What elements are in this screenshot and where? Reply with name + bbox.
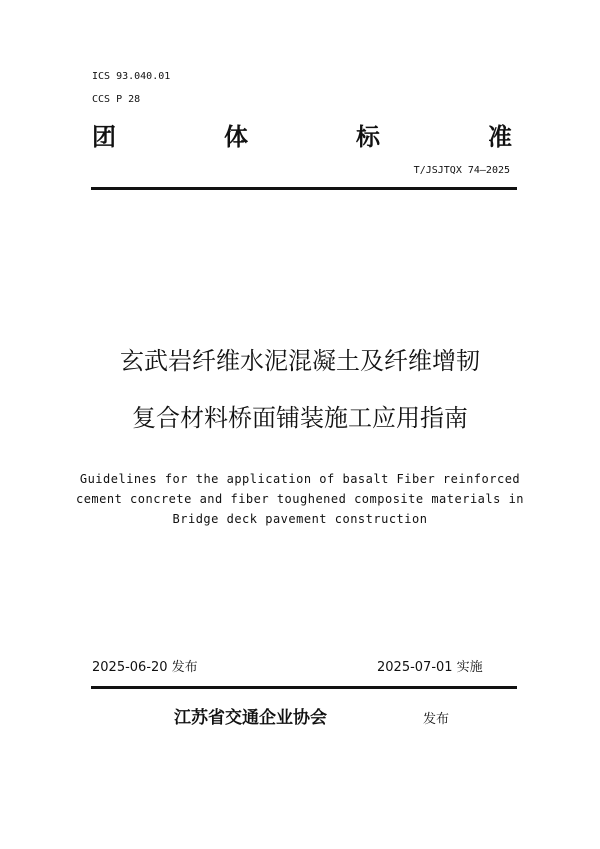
- ics-code: ICS 93.040.01: [92, 71, 171, 82]
- implement-date: 2025-07-01 实施: [377, 660, 483, 675]
- standard-type-char: 准: [488, 123, 512, 151]
- publisher-action: 发布: [423, 712, 450, 727]
- title-en-line2: cement concrete and fiber toughened composite materials in: [75, 492, 525, 506]
- standard-code: T/JSJTQX 74—2025: [413, 165, 510, 176]
- standard-type-char: 团: [92, 123, 116, 151]
- publisher-name: 江苏省交通企业协会: [174, 708, 327, 728]
- title-cn-line2: 复合材料桥面铺装施工应用指南: [132, 404, 468, 432]
- title-en-line3: Bridge deck pavement construction: [172, 512, 428, 526]
- ccs-code: CCS P 28: [92, 94, 141, 105]
- issue-date: 2025-06-20 发布: [92, 660, 198, 675]
- standard-type: [92, 117, 512, 152]
- top-divider: [91, 187, 517, 190]
- title-cn-line1: 玄武岩纤维水泥混凝土及纤维增韧: [120, 347, 480, 375]
- bottom-divider: [91, 686, 517, 689]
- standard-type-char: 体: [224, 123, 248, 151]
- title-en-line1: Guidelines for the application of basalt Fiber reinforced: [79, 472, 521, 486]
- standard-type-char: 标: [356, 123, 380, 151]
